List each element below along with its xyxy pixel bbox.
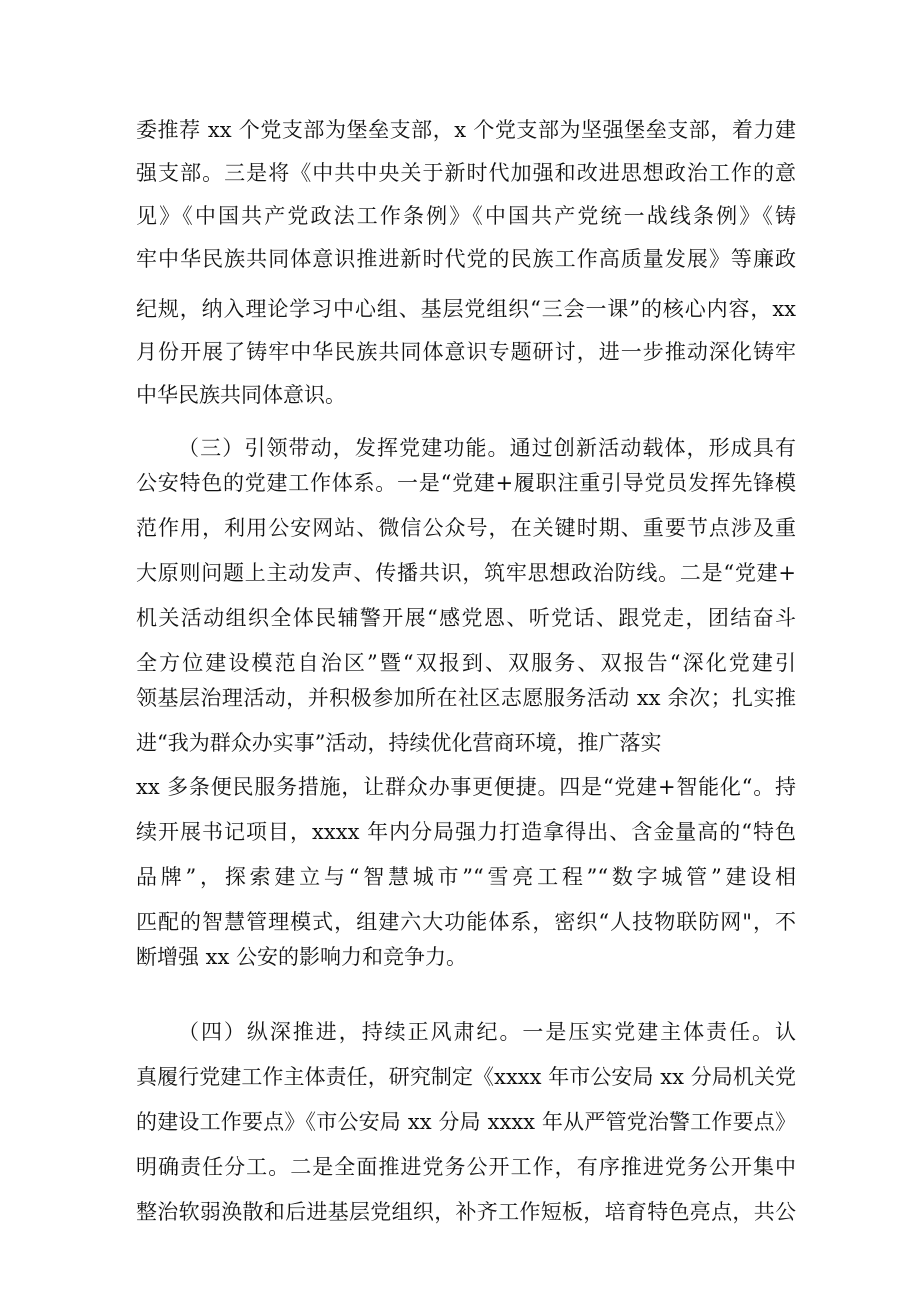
text-line: xx 多条便民服务措施，让群众办事更便捷。四是“党建+智能化“。持 (136, 775, 796, 799)
text-line: 续开展书记项目，xxxx 年内分局强力打造拿得出、含金量高的“特色 (136, 820, 796, 844)
text-line: 月份开展了铸牢中华民族共同体意识专题研讨，进一步推动深化铸牢 (136, 340, 796, 364)
text-line: 委推荐 xx 个党支部为堡垒支部，x 个党支部为坚强堡垒支部，着力建 (136, 118, 796, 142)
text-line: 明确责任分工。二是全面推进党务公开工作，有序推进党务公开集中 (136, 1155, 796, 1179)
text-line: 断增强 xx 公安的影响力和竞争力。 (136, 945, 468, 969)
text-line: 领基层治理活动，并积极参加所在社区志愿服务活动 xx 余次；扎实推 (136, 686, 796, 710)
text-line: 整治软弱涣散和后进基层党组织，补齐工作短板，培育特色亮点，共公 (136, 1200, 796, 1224)
text-line: 真履行党建工作主体责任，研究制定《xxxx 年市公安局 xx 分局机关党 (136, 1065, 796, 1089)
text-line: 全方位建设模范自治区”暨“双报到、双服务、双报告“深化党建引 (136, 651, 796, 675)
section-heading-line: （四）纵深推进，持续正风肃纪。一是压实党建主体责任。认 (178, 1020, 796, 1044)
text-line: 匹配的智慧管理模式，组建六大功能体系，密织“人技物联防网"，不 (136, 910, 796, 934)
text-line: 强支部。三是将《中共中央关于新时代加强和改进思想政治工作的意 (136, 161, 796, 185)
text-line: 范作用，利用公安网站、微信公众号，在关键时期、重要节点涉及重 (136, 516, 796, 540)
text-line: 的建设工作要点》《市公安局 xx 分局 xxxx 年从严管党治警工作要点》 (136, 1110, 796, 1134)
section-heading-line: （三）引领带动，发挥党建功能。通过创新活动载体，形成具有 (178, 436, 796, 460)
text-line: 牢中华民族共同体意识推进新时代党的民族工作高质量发展》等廉政 (136, 247, 796, 271)
text-line: 进“我为群众办实事”活动，持续优化营商环境，推广落实 (136, 731, 662, 755)
text-line: 品牌”，探索建立与“智慧城市”“雪亮工程”“数字城管”建设相 (136, 865, 796, 889)
text-line: 机关活动组织全体民辅警开展“感党恩、听党话、跟党走，团结奋斗 (136, 606, 796, 630)
text-line: 公安特色的党建工作体系。一是“党建+履职注重引导党员发挥先锋模 (136, 471, 796, 495)
text-line: 见》《中国共产党政法工作条例》《中国共产党统一战线条例》《铸 (136, 204, 796, 228)
text-line: 中华民族共同体意识。 (136, 383, 346, 407)
text-line: 大原则问题上主动发声、传播共识，筑牢思想政治防线。二是“党建+ (136, 561, 796, 585)
text-line: 纪规，纳入理论学习中心组、基层党组织“三会一课”的核心内容，xx (136, 297, 796, 321)
